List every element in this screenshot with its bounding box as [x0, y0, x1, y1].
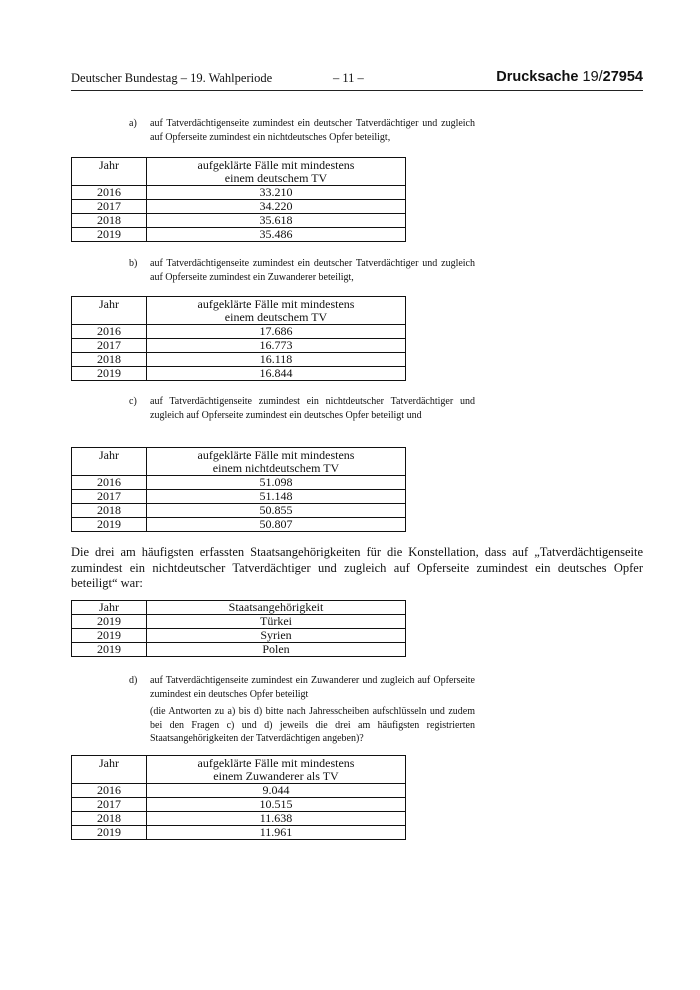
value-cell: 11.961 [147, 826, 406, 840]
table-row [72, 812, 406, 826]
nationality-cell: Türkei [147, 615, 406, 629]
col-value-header [147, 448, 406, 476]
year-cell: 2019 [72, 826, 147, 840]
nationality-cell: Syrien [147, 629, 406, 643]
table-row [72, 615, 406, 629]
table-row [72, 367, 406, 381]
question-c-text: auf Tatverdächtigenseite zumindest ein nichtdeutscher Tatverdächtiger und zugleich auf Opferseite zumindest ein deutsches Opfer beteiligt und [150, 396, 475, 421]
col-value-header-line2: einem deutschem TV [224, 170, 328, 185]
col-value-header [147, 756, 406, 784]
col-value-header [147, 297, 406, 325]
header-parliament: Deutscher Bundestag – 19. Wahlperiode [71, 71, 273, 85]
question-d-note: (die Antworten zu a) bis d) bitte nach Jahresscheiben aufschlüsseln und zudem bei den Fragen c) und d) jeweils die drei am häufigsten registrierten Staatsangehörigkeiten der Tatverdächtigen angeben)? [150, 706, 475, 744]
doc-label: Drucksache [496, 69, 579, 85]
question-c-label: c) [129, 396, 137, 407]
nationality-cell: Polen [147, 643, 406, 657]
question-a-text: auf Tatverdächtigenseite zumindest ein deutscher Tatverdächtiger und zugleich auf Opferseite zumindest ein nichtdeutsches Opfer beteiligt, [150, 118, 475, 143]
table-row [72, 826, 406, 840]
table-row [72, 476, 406, 490]
year-cell: 2017 [72, 339, 147, 353]
question-a-label: a) [129, 118, 137, 129]
question-a [129, 117, 475, 144]
col-year-header: Jahr [72, 297, 147, 325]
table-row [72, 504, 406, 518]
year-cell: 2019 [72, 643, 147, 657]
col-value-header-line1: aufgeklärte Fälle mit mindestens [197, 157, 355, 172]
value-cell: 33.210 [147, 186, 406, 200]
page-number: – 11 – [333, 71, 364, 85]
table-header-row [72, 448, 406, 476]
question-d-label: d) [129, 675, 138, 686]
col-year-header: Jahr [72, 448, 147, 476]
doc-period: 19/ [582, 69, 603, 85]
value-cell: 10.515 [147, 798, 406, 812]
year-cell: 2019 [72, 367, 147, 381]
table-a [71, 157, 406, 242]
year-cell: 2018 [72, 504, 147, 518]
table-row [72, 518, 406, 532]
question-b-label: b) [129, 258, 138, 269]
col-value-header-line1: aufgeklärte Fälle mit mindestens [197, 447, 355, 462]
value-cell: 11.638 [147, 812, 406, 826]
year-cell: 2019 [72, 615, 147, 629]
table-c [71, 447, 406, 532]
value-cell: 16.773 [147, 339, 406, 353]
table-row [72, 784, 406, 798]
year-cell: 2017 [72, 200, 147, 214]
table-header-row [72, 601, 406, 615]
page-header [71, 70, 643, 91]
value-cell: 9.044 [147, 784, 406, 798]
question-b-text: auf Tatverdächtigenseite zumindest ein deutscher Tatverdächtiger und zugleich auf Opferseite zumindest ein Zuwanderer beteiligt, [150, 258, 475, 283]
table-row [72, 643, 406, 657]
col-nationality-header: Staatsangehörigkeit [147, 601, 406, 615]
year-cell: 2016 [72, 325, 147, 339]
doc-number: 27954 [602, 69, 643, 85]
col-value-header-line2: einem deutschem TV [224, 309, 328, 324]
table-row [72, 490, 406, 504]
year-cell: 2017 [72, 798, 147, 812]
value-cell: 50.855 [147, 504, 406, 518]
question-c [129, 395, 475, 422]
value-cell: 35.618 [147, 214, 406, 228]
year-cell: 2016 [72, 476, 147, 490]
year-cell: 2018 [72, 812, 147, 826]
table-row [72, 325, 406, 339]
question-d [129, 674, 475, 701]
col-value-header-line2: einem nichtdeutschem TV [212, 460, 340, 475]
year-cell: 2018 [72, 214, 147, 228]
col-value-header-line1: aufgeklärte Fälle mit mindestens [197, 296, 355, 311]
table-row [72, 629, 406, 643]
table-b [71, 296, 406, 381]
value-cell: 17.686 [147, 325, 406, 339]
table-d [71, 755, 406, 840]
col-year-header: Jahr [72, 756, 147, 784]
col-value-header-line2: einem Zuwanderer als TV [213, 768, 339, 783]
table-header-row [72, 158, 406, 186]
table-row [72, 798, 406, 812]
year-cell: 2016 [72, 784, 147, 798]
table-row [72, 228, 406, 242]
table-nationalities [71, 600, 406, 657]
value-cell: 16.118 [147, 353, 406, 367]
col-year-header: Jahr [72, 601, 147, 615]
table-row [72, 214, 406, 228]
table-row [72, 200, 406, 214]
col-value-header-line1: aufgeklärte Fälle mit mindestens [197, 755, 355, 770]
table-header-row [72, 756, 406, 784]
col-value-header [147, 158, 406, 186]
nationalities-paragraph: Die drei am häufigsten erfassten Staatsangehörigkeiten für die Konstellation, dass auf „Tatverdächtigenseite zumindest ein nichtdeutscher Tatverdächtiger und zugleich auf Opferseite zumindest ein deutsches Opfer beteiligt“ war: [71, 545, 643, 590]
value-cell: 16.844 [147, 367, 406, 381]
table-header-row [72, 297, 406, 325]
year-cell: 2018 [72, 353, 147, 367]
year-cell: 2019 [72, 228, 147, 242]
table-row [72, 339, 406, 353]
year-cell: 2019 [72, 629, 147, 643]
year-cell: 2016 [72, 186, 147, 200]
question-b [129, 257, 475, 284]
value-cell: 51.148 [147, 490, 406, 504]
question-d-text: auf Tatverdächtigenseite zumindest ein Zuwanderer und zugleich auf Opferseite zumindest ein deutsches Opfer beteiligt [150, 675, 475, 700]
col-year-header: Jahr [72, 158, 147, 186]
year-cell: 2019 [72, 518, 147, 532]
value-cell: 35.486 [147, 228, 406, 242]
document-number [496, 69, 643, 85]
year-cell: 2017 [72, 490, 147, 504]
table-row [72, 353, 406, 367]
value-cell: 34.220 [147, 200, 406, 214]
value-cell: 51.098 [147, 476, 406, 490]
table-row [72, 186, 406, 200]
value-cell: 50.807 [147, 518, 406, 532]
